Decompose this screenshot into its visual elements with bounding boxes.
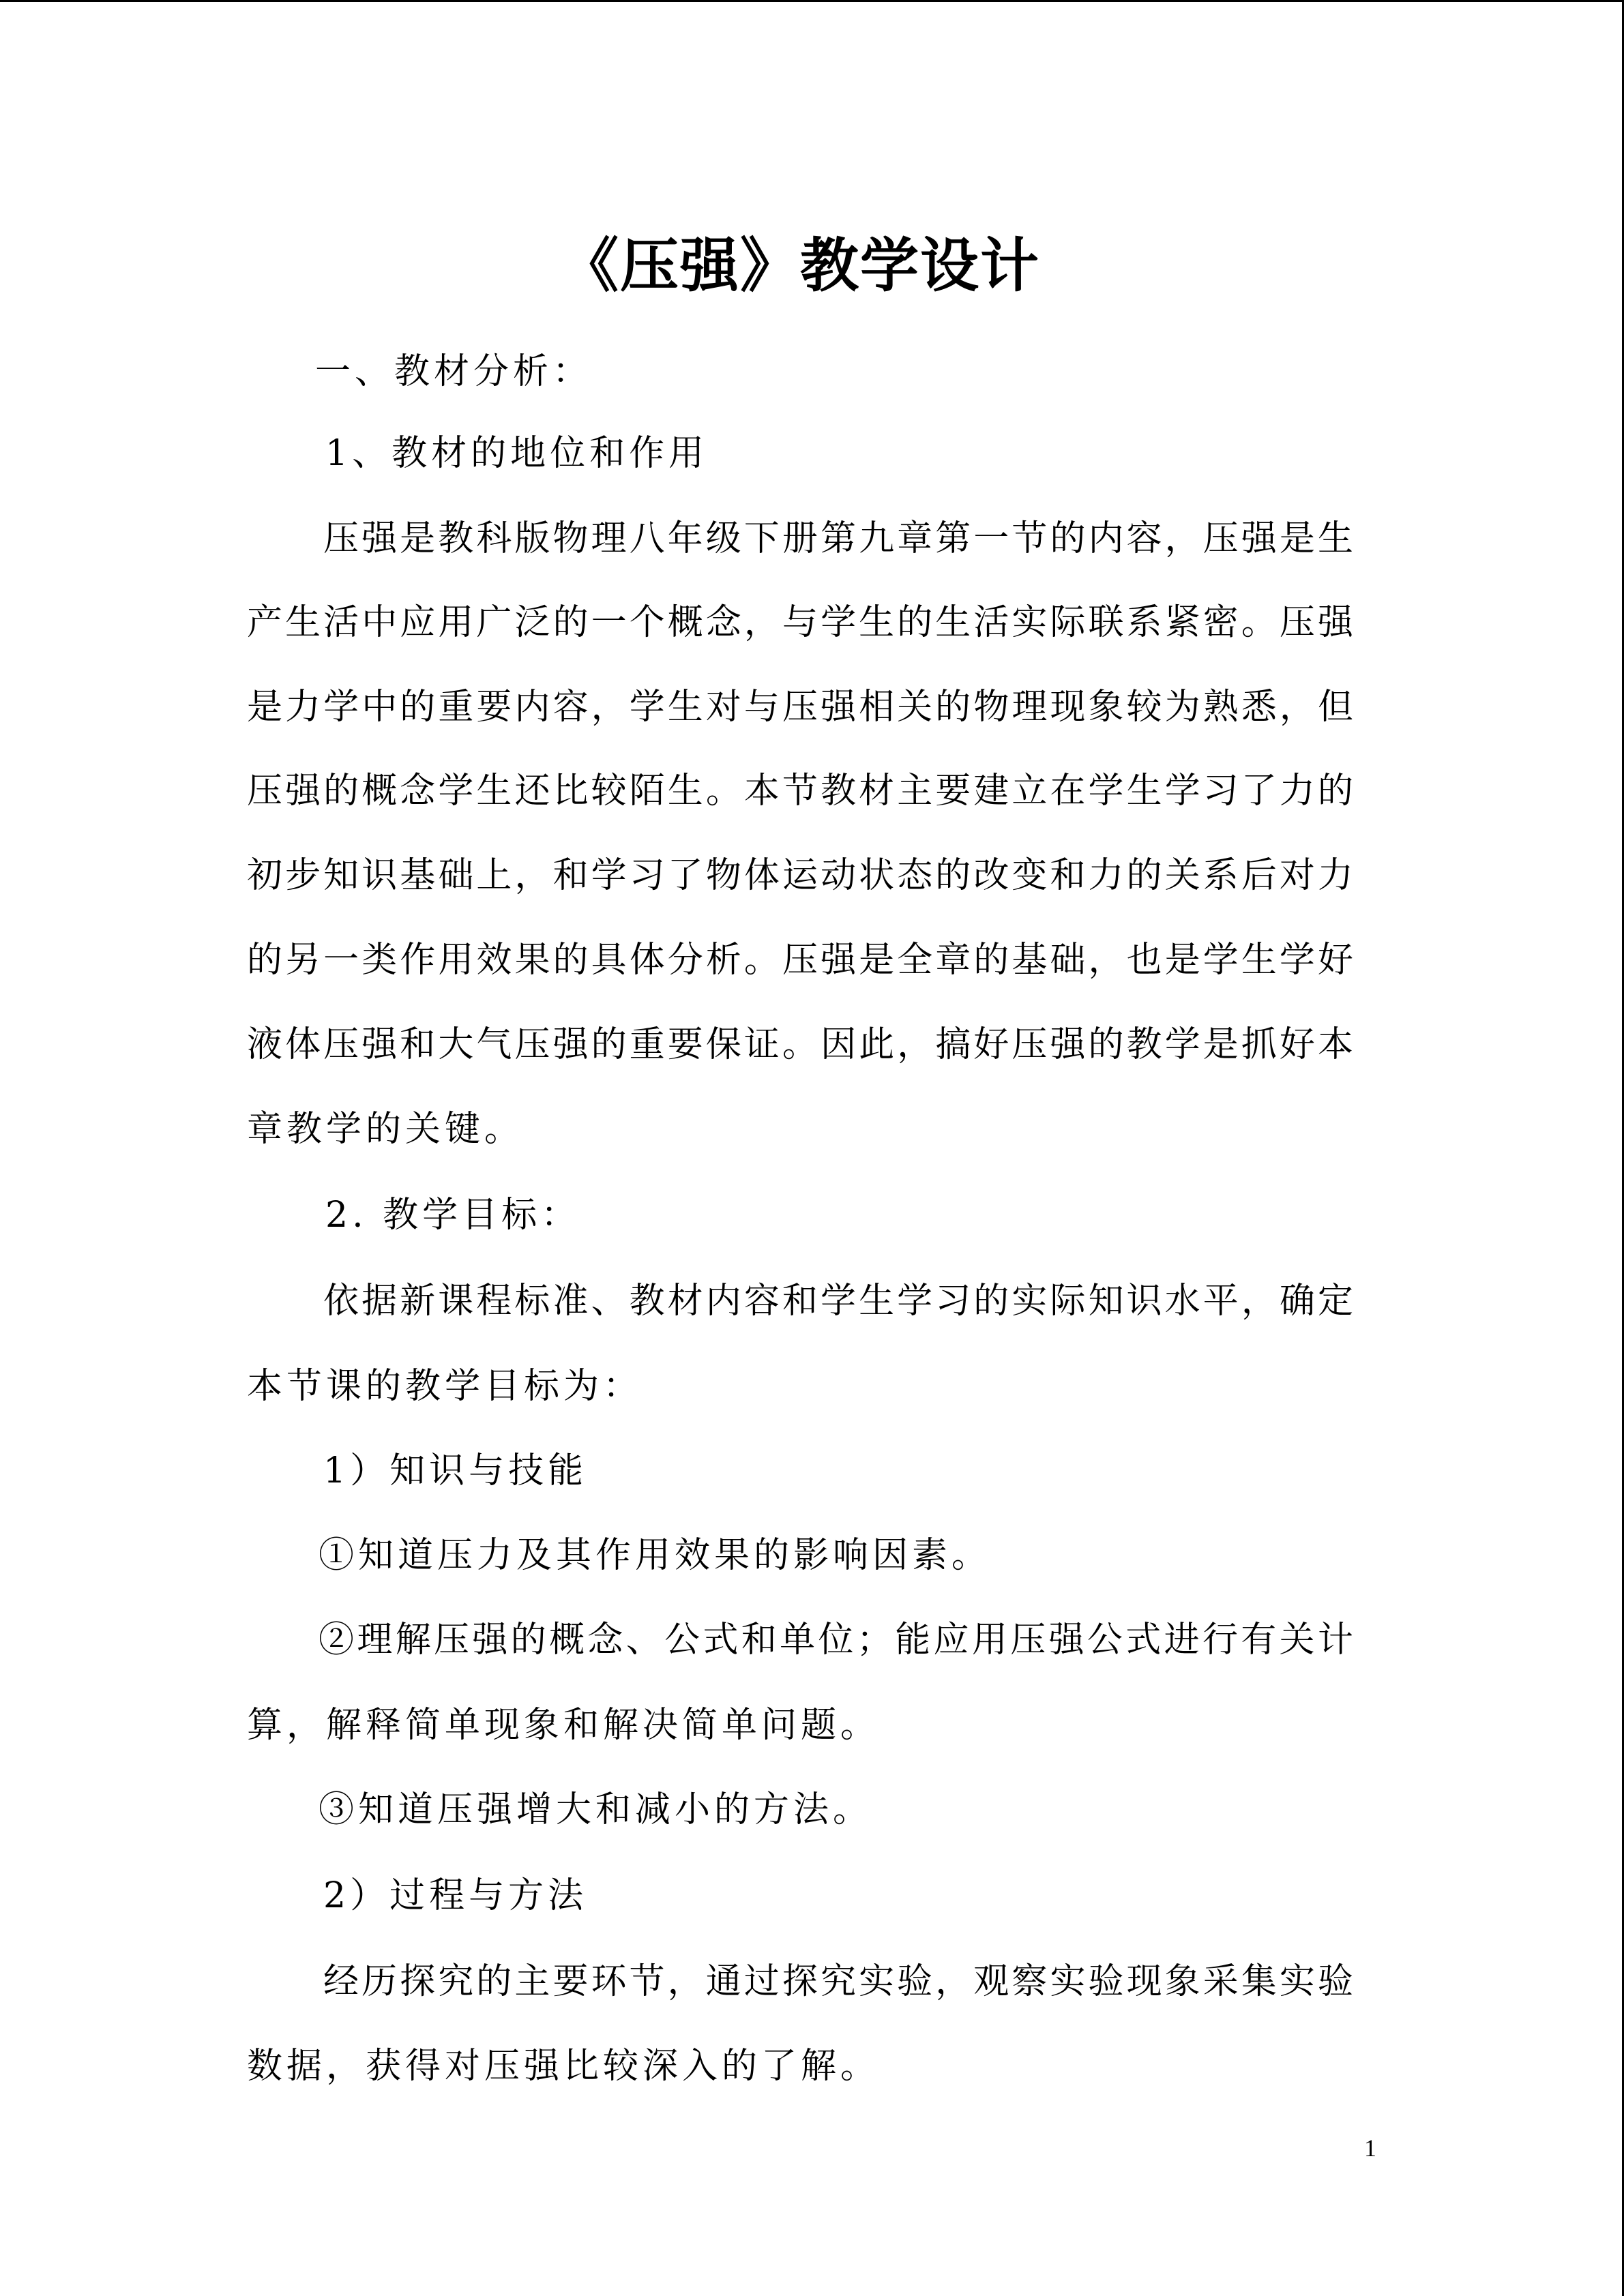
paragraph-line: 本节课的教学目标为： bbox=[247, 1366, 643, 1407]
paragraph-line: 液体压强和大气压强的重要保证。因此，搞好压强的教学是抓好本 bbox=[247, 1024, 1353, 1065]
page-number: 1 bbox=[1364, 2134, 1376, 2162]
paragraph-line: 初步知识基础上，和学习了物体运动状态的改变和力的关系后对力 bbox=[247, 855, 1353, 896]
goal-item: ①知道压力及其作用效果的影响因素。 bbox=[319, 1535, 992, 1576]
goal-heading: 1）知识与技能 bbox=[323, 1450, 588, 1491]
page-top-border bbox=[0, 0, 1624, 2]
paragraph-line: 产生活中应用广泛的一个概念，与学生的生活实际联系紧密。压强 bbox=[247, 602, 1353, 643]
paragraph-line: 压强的概念学生还比较陌生。本节教材主要建立在学生学习了力的 bbox=[247, 771, 1353, 811]
subsection-heading: 1、教材的地位和作用 bbox=[325, 433, 709, 474]
paragraph-line: 压强是教科版物理八年级下册第九章第一节的内容，压强是生 bbox=[323, 518, 1353, 559]
goal-heading: 2）过程与方法 bbox=[323, 1875, 588, 1916]
document-title: 《压强》教学设计 bbox=[560, 231, 1040, 300]
paragraph-line: 是力学中的重要内容，学生对与压强相关的物理现象较为熟悉，但 bbox=[247, 687, 1353, 728]
paragraph-line: 经历探究的主要环节，通过探究实验，观察实验现象采集实验 bbox=[323, 1961, 1353, 2002]
goal-item: ②理解压强的概念、公式和单位；能应用压强公式进行有关计 bbox=[319, 1620, 1353, 1660]
goal-item: 算，解释简单现象和解决简单问题。 bbox=[247, 1705, 881, 1746]
paragraph-line: 的另一类作用效果的具体分析。压强是全章的基础，也是学生学好 bbox=[247, 940, 1353, 981]
section-heading: 一、教材分析： bbox=[315, 351, 593, 392]
subsection-heading: 2. 教学目标： bbox=[325, 1195, 581, 1236]
paragraph-line: 数据，获得对压强比较深入的了解。 bbox=[247, 2046, 881, 2087]
paragraph-line: 依据新课程标准、教材内容和学生学习的实际知识水平，确定 bbox=[323, 1281, 1353, 1322]
goal-item: ③知道压强增大和减小的方法。 bbox=[319, 1789, 873, 1830]
paragraph-line: 章教学的关键。 bbox=[247, 1109, 525, 1150]
